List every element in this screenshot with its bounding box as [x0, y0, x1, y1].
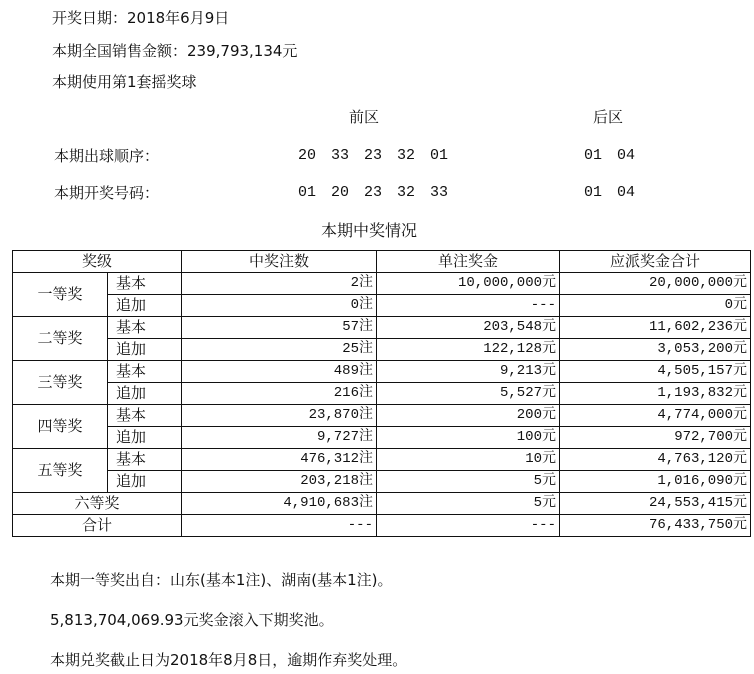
winner-count: 57注 [182, 317, 377, 339]
winning-numbers-label: 本期开奖号码： [54, 184, 160, 202]
tier-sub: 基本 [108, 361, 182, 383]
tier-sub: 追加 [108, 471, 182, 493]
tier-level: 三等奖 [13, 361, 108, 405]
winner-count: 203,218注 [182, 471, 377, 493]
tier-sub: 追加 [108, 427, 182, 449]
front-zone-label: 前区 [349, 108, 380, 126]
winner-count: 489注 [182, 361, 377, 383]
total-prize: 1,016,090元 [560, 471, 751, 493]
total-prize: 972,700元 [560, 427, 751, 449]
header-level: 奖级 [13, 251, 182, 273]
tier-sub: 基本 [108, 405, 182, 427]
tier-sub: 基本 [108, 449, 182, 471]
total-prize: 3,053,200元 [560, 339, 751, 361]
total-prize: 11,602,236元 [560, 317, 751, 339]
winner-count: 9,727注 [182, 427, 377, 449]
winner-count: 2注 [182, 273, 377, 295]
table-row-sixth-prize [13, 493, 751, 515]
winner-count: 23,870注 [182, 405, 377, 427]
header-unit-prize: 单注奖金 [377, 251, 560, 273]
back-zone-label: 后区 [593, 108, 624, 126]
unit-prize: 122,128元 [377, 339, 560, 361]
winner-count: 25注 [182, 339, 377, 361]
tier-level: 六等奖 [13, 493, 182, 515]
tier-sub: 追加 [108, 383, 182, 405]
claim-deadline: 本期兑奖截止日为2018年8月8日，逾期作弃奖处理。 [50, 651, 408, 669]
winner-count: 216注 [182, 383, 377, 405]
unit-prize: 5元 [377, 493, 560, 515]
unit-prize: 10元 [377, 449, 560, 471]
tier-sub: 基本 [108, 273, 182, 295]
tier-level: 五等奖 [13, 449, 108, 493]
table-row [13, 361, 751, 383]
unit-prize: 9,213元 [377, 361, 560, 383]
total-prize: 1,193,832元 [560, 383, 751, 405]
winning-numbers-front: 01 20 23 32 33 [298, 184, 449, 201]
winning-numbers-back: 01 04 [584, 184, 636, 201]
header-count: 中奖注数 [182, 251, 377, 273]
total-prize: 24,553,415元 [560, 493, 751, 515]
total-prize: 4,774,000元 [560, 405, 751, 427]
draw-order-front: 20 33 23 32 01 [298, 147, 449, 164]
total-prize: 20,000,000元 [560, 273, 751, 295]
tier-sub: 基本 [108, 317, 182, 339]
total-prize: 4,505,157元 [560, 361, 751, 383]
unit-prize: --- [377, 515, 560, 537]
total-prize: 4,763,120元 [560, 449, 751, 471]
table-row [13, 273, 751, 295]
ball-set: 本期使用第1套摇奖球 [52, 73, 197, 91]
unit-prize: --- [377, 295, 560, 317]
header-total-prize: 应派奖金合计 [560, 251, 751, 273]
winner-count: 476,312注 [182, 449, 377, 471]
unit-prize: 5,527元 [377, 383, 560, 405]
draw-date: 开奖日期：2018年6月9日 [52, 9, 230, 27]
winner-count: --- [182, 515, 377, 537]
sales-amount: 本期全国销售金额：239,793,134元 [52, 42, 298, 60]
total-label: 合计 [13, 515, 182, 537]
winner-count: 0注 [182, 295, 377, 317]
table-row [13, 471, 751, 493]
prize-table [12, 250, 751, 537]
table-row [13, 383, 751, 405]
jackpot-rollover: 5,813,704,069.93元奖金滚入下期奖池。 [50, 611, 334, 629]
draw-order-label: 本期出球顺序： [54, 147, 160, 165]
unit-prize: 203,548元 [377, 317, 560, 339]
table-row [13, 317, 751, 339]
table-row [13, 295, 751, 317]
tier-sub: 追加 [108, 339, 182, 361]
table-row-total [13, 515, 751, 537]
winner-count: 4,910,683注 [182, 493, 377, 515]
unit-prize: 5元 [377, 471, 560, 493]
table-row [13, 339, 751, 361]
tier-level: 四等奖 [13, 405, 108, 449]
unit-prize: 100元 [377, 427, 560, 449]
tier-sub: 追加 [108, 295, 182, 317]
draw-order-back: 01 04 [584, 147, 636, 164]
table-row [13, 449, 751, 471]
total-prize: 0元 [560, 295, 751, 317]
unit-prize: 10,000,000元 [377, 273, 560, 295]
grand-total-prize: 76,433,750元 [560, 515, 751, 537]
first-prize-origin: 本期一等奖出自：山东(基本1注)、湖南(基本1注)。 [50, 571, 393, 589]
tier-level: 一等奖 [13, 273, 108, 317]
table-row [13, 427, 751, 449]
prize-table-title: 本期中奖情况 [321, 221, 418, 240]
table-row [13, 405, 751, 427]
unit-prize: 200元 [377, 405, 560, 427]
tier-level: 二等奖 [13, 317, 108, 361]
table-header-row [13, 251, 751, 273]
